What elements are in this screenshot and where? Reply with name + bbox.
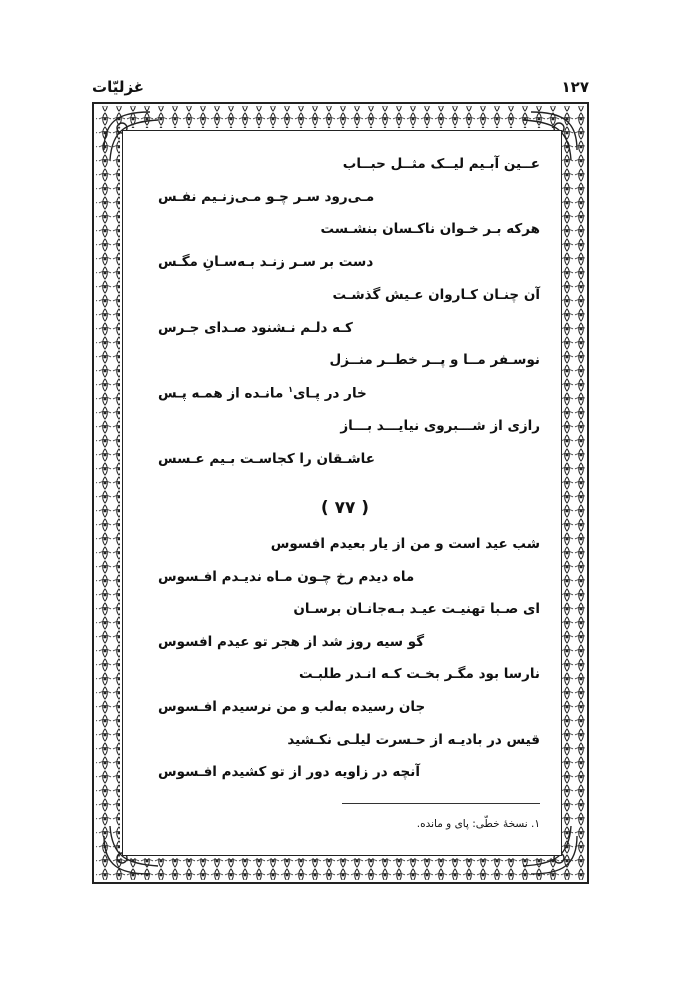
running-title: غزلیّات: [92, 78, 145, 96]
verse-line-start: خار در پـای: [292, 385, 367, 402]
verse-line: نوسـفر مــا و پــر خطــر منــزل: [329, 352, 540, 368]
verse-line: ماه دیدم رخ چـون مـاه ندیـدم افـسوس: [158, 569, 415, 585]
frame-bottom-band: [96, 858, 585, 880]
verse-line: کـه دلـم نـشنود صـدای جـرس: [158, 320, 353, 336]
verse-line: عاشـقان را کجاسـت بـیم عـسس: [158, 451, 375, 467]
verse-line: عــین آبـیم لیــک مثــل حبــاب: [342, 156, 540, 172]
footnote-marker: ۱: [288, 385, 293, 394]
verse-line: رازی از شـــبروی نیایـــد بـــاز: [340, 418, 540, 434]
verse-line: نارسا بود مگـر بخـت کـه انـدر طلبـت: [298, 666, 540, 682]
verse-line: جان رسیده به‌لب و من نرسیدم افـسوس: [158, 699, 426, 715]
verse-line-with-footnote: [158, 385, 367, 402]
footnote-divider: [342, 803, 540, 804]
verse-line: آن چنـان کـاروان عـیش گذشـت: [332, 287, 540, 303]
verse-line: گو سیه روز شد از هجر تو عیدم افسوس: [158, 634, 425, 650]
verse-line: دست بر سـر زنـد بـه‌سـانِ مگـس: [158, 254, 374, 270]
verse-line: ای صـبا تهنیـت عیـد بـه‌جانـان برسـان: [293, 601, 540, 617]
verse-line: شب عید است و من از یار بعیدم افسوس: [270, 536, 540, 552]
verse-line: قیس در بادیـه از حـسرت لیلـی نکـشید: [287, 732, 540, 748]
page-number: ۱۲۷: [561, 78, 589, 96]
frame-top-band: [96, 106, 585, 128]
verse-line: هرکه بـر خـوان ناکـسان بنشـست: [320, 221, 540, 237]
frame-left-band: [96, 128, 120, 858]
poem-number: ( ۷۷ ): [320, 498, 370, 518]
verse-line-end: مانـده از همـه پـس: [158, 385, 284, 402]
footnote: ۱. نسخهٔ خطّی: پای و مانده.: [416, 818, 540, 830]
verse-line: آنچه در زاویه دور از تو کشیدم افـسوس: [158, 764, 420, 780]
verse-line: مـی‌رود سـر چـو مـی‌زنـیم نفـس: [158, 189, 375, 205]
frame-right-band: [562, 128, 585, 858]
